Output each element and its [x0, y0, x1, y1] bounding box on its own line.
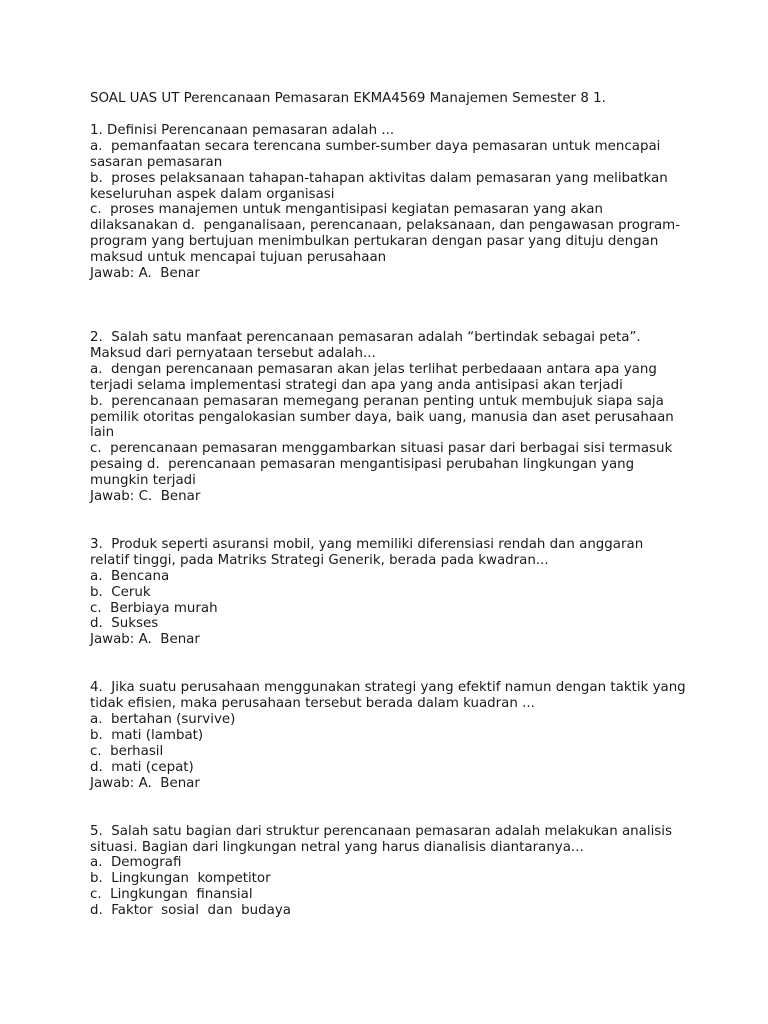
question-2-option-a-cont: terjadi selama implementasi strategi dan apa yang anda antisipasi akan terjadi	[90, 377, 623, 393]
question-4-option-c: c. berhasil	[90, 743, 164, 759]
question-3-text: 3. Produk seperti asuransi mobil, yang memiliki diferensiasi rendah dan anggaran	[90, 536, 644, 552]
question-2-option-c: c. perencanaan pemasaran menggambarkan situasi pasar dari berbagai sisi termasuk	[90, 441, 673, 457]
question-1-option-b-cont: keseluruhan aspek dalam organisasi	[90, 186, 335, 202]
question-2-option-a: a. dengan perencanaan pemasaran akan jelas terlihat perbedaaan antara apa yang	[90, 361, 657, 377]
document-page	[90, 91, 690, 919]
question-3-option-a: a. Bencana	[90, 568, 170, 584]
question-2-option-d-cont: mungkin terjadi	[90, 473, 196, 489]
question-4-option-d: d. mati (cepat)	[90, 759, 194, 775]
question-1-answer: Jawab: A. Benar	[90, 266, 200, 282]
question-5-option-d: d. Faktor sosial dan budaya	[90, 903, 291, 919]
question-4-text: 4. Jika suatu perusahaan menggunakan strategi yang efektif namun dengan taktik yang	[90, 680, 686, 696]
question-3-option-c: c. Berbiaya murah	[90, 600, 218, 616]
question-5-text-cont: situasi. Bagian dari lingkungan netral yang harus dianalisis diantaranya...	[90, 839, 584, 855]
question-2-answer: Jawab: C. Benar	[90, 489, 201, 505]
question-4-answer: Jawab: A. Benar	[90, 775, 200, 791]
question-3-option-d: d. Sukses	[90, 616, 159, 632]
question-1-option-d-cont: program yang bertujuan menimbulkan pertukaran dengan pasar yang dituju dengan	[90, 234, 659, 250]
question-2-option-b-cont-2: lain	[90, 425, 115, 441]
question-1-option-d-cont-2: maksud untuk mencapai tujuan perusahaan	[90, 250, 387, 266]
question-1-option-a: a. pemanfaatan secara terencana sumber-sumber daya pemasaran untuk mencapai	[90, 138, 661, 154]
question-1-option-c-d: dilaksanakan d. penganalisaan, perencanaan, pelaksanaan, dan pengawasan program-	[90, 218, 681, 234]
question-1-option-c: c. proses manajemen untuk mengantisipasi kegiatan pemasaran yang akan	[90, 202, 603, 218]
question-4-option-a: a. bertahan (survive)	[90, 712, 236, 728]
question-1-text: 1. Definisi Perencanaan pemasaran adalah ...	[90, 122, 395, 138]
question-5-text: 5. Salah satu bagian dari struktur perencanaan pemasaran adalah melakukan analisis	[90, 823, 672, 839]
question-3-answer: Jawab: A. Benar	[90, 632, 200, 648]
question-2-option-b: b. perencanaan pemasaran memegang peranan penting untuk membujuk siapa saja	[90, 393, 664, 409]
question-2-option-b-cont: pemilik otoritas pengalokasian sumber daya, baik uang, manusia dan aset perusahaan	[90, 409, 674, 425]
question-1-option-a-cont: sasaran pemasaran	[90, 154, 223, 170]
question-5-option-c: c. Lingkungan finansial	[90, 887, 253, 903]
question-1	[90, 123, 690, 282]
question-5	[90, 824, 690, 919]
question-5-option-a: a. Demografi	[90, 855, 182, 871]
question-4-text-cont: tidak efisien, maka perusahaan tersebut berada dalam kuadran ...	[90, 696, 535, 712]
question-3-option-b: b. Ceruk	[90, 584, 151, 600]
question-5-option-b: b. Lingkungan kompetitor	[90, 871, 271, 887]
document-title: SOAL UAS UT Perencanaan Pemasaran EKMA4569 Manajemen Semester 8 1.	[90, 91, 606, 106]
question-4-option-b: b. mati (lambat)	[90, 728, 204, 743]
question-4	[90, 680, 690, 791]
question-2-option-c-d: pesaing d. perencanaan pemasaran mengantisipasi perubahan lingkungan yang	[90, 457, 635, 473]
question-3-text-cont: relatif tinggi, pada Matriks Strategi Generik, berada pada kwadran...	[90, 552, 549, 568]
question-2-text: 2. Salah satu manfaat perencanaan pemasaran adalah “bertindak sebagai peta”.	[90, 329, 641, 345]
question-2-text-cont: Maksud dari pernyataan tersebut adalah...	[90, 345, 376, 361]
question-3	[90, 537, 690, 648]
question-1-option-b: b. proses pelaksanaan tahapan-tahapan aktivitas dalam pemasaran yang melibatkan	[90, 170, 668, 186]
question-2	[90, 330, 690, 505]
